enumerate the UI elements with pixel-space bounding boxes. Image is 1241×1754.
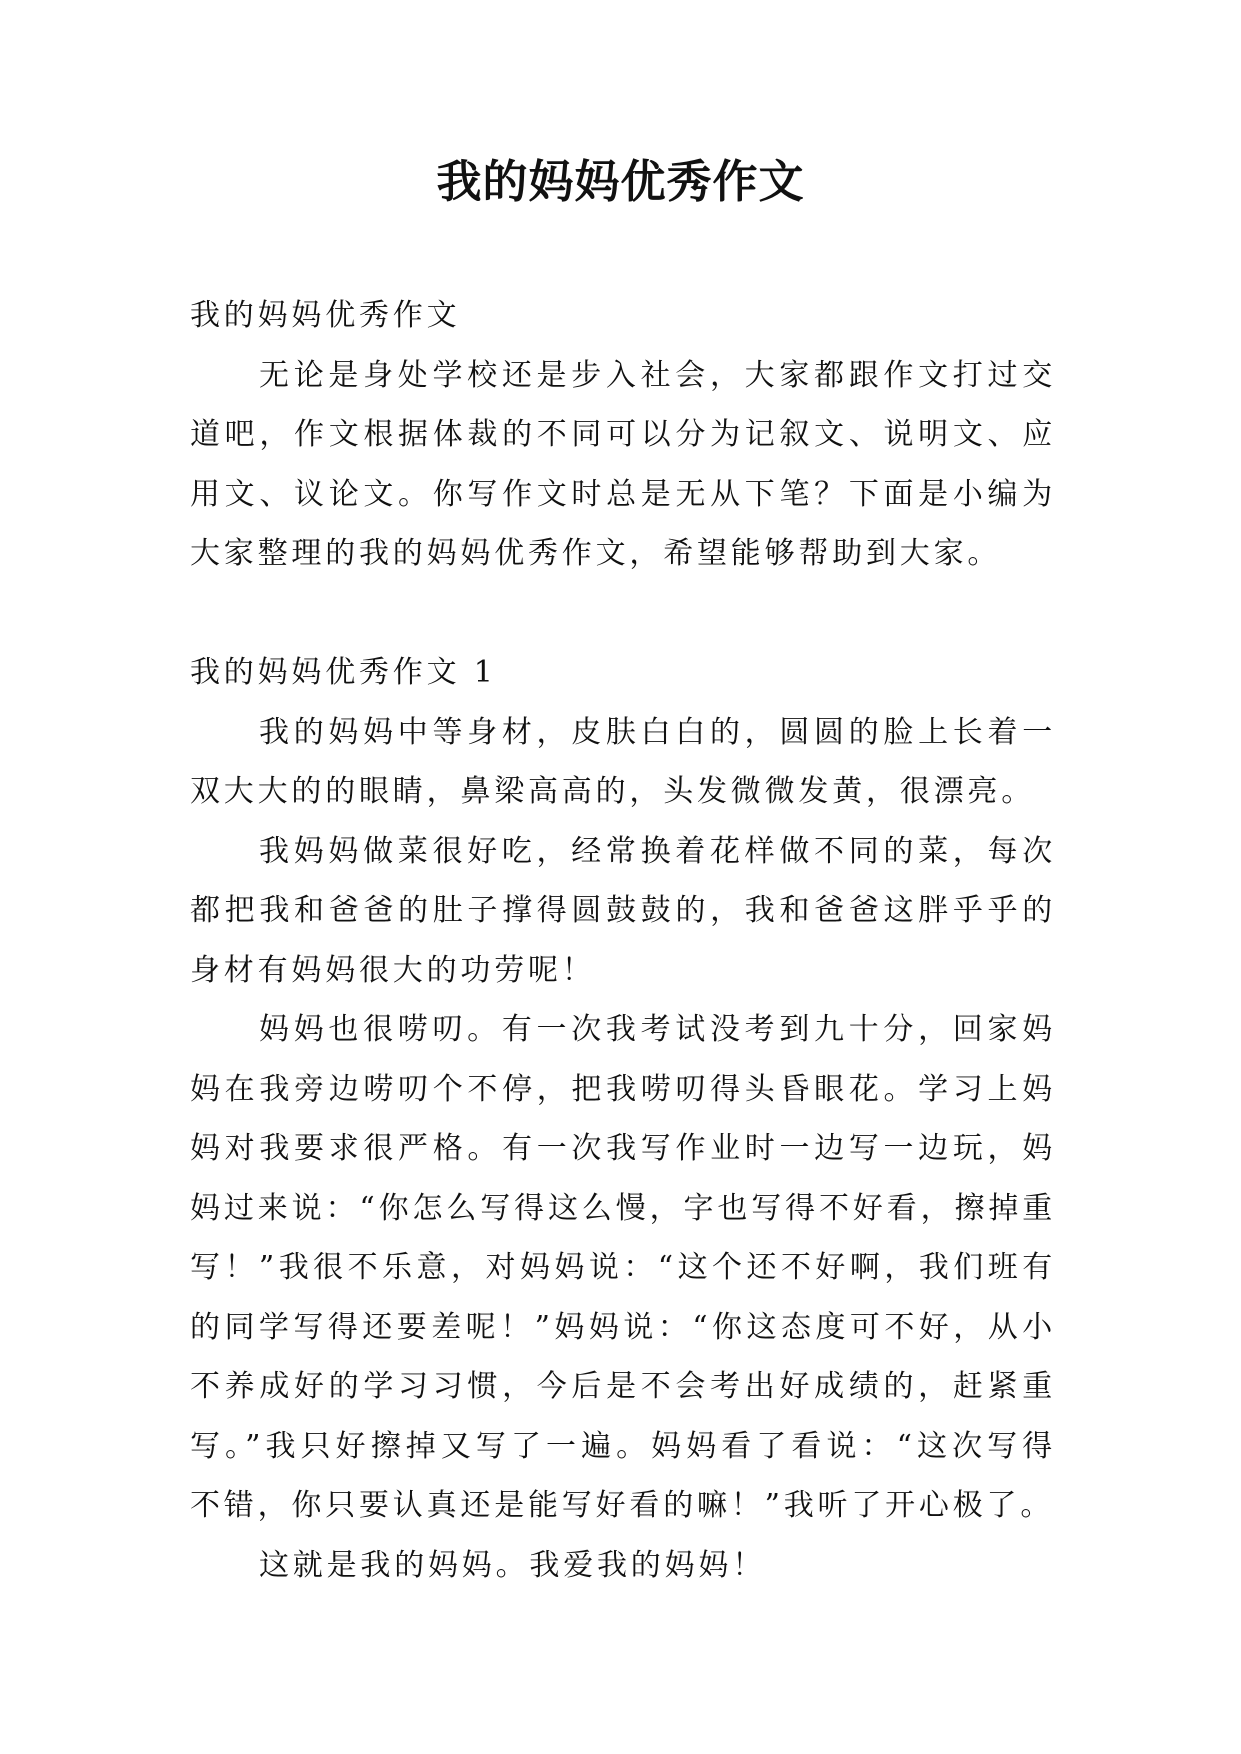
essay-paragraph: 我的妈妈中等身材，皮肤白白的，圆圆的脸上长着一双大大的的眼睛，鼻梁高高的，头发微微发黄，很漂亮。 [190, 714, 1056, 809]
essay-paragraph: 妈妈也很唠叨。有一次我考试没考到九十分，回家妈妈在我旁边唠叨个不停，把我唠叨得头昏眼花。学习上妈妈对我要求很严格。有一次我写作业时一边写一边玩，妈妈过来说：“你怎么写得这么慢，字也写得不好看，擦掉重写！”我很不乐意，对妈妈说：“这个还不好啊，我们班有的同学写得还要差呢！”妈妈说：“你这态度可不好，从小不养成好的学习习惯，今后是不会考出好成绩的，赶紧重写。”我只好擦掉又写了一遍。妈妈看了看说：“这次写得不错，你只要认真还是能写好看的嘛！”我听了开心极了。 [190, 1012, 1056, 1523]
essay-heading: 我的妈妈优秀作文 1 [190, 655, 497, 690]
intro-paragraph: 无论是身处学校还是步入社会，大家都跟作文打过交道吧，作文根据体裁的不同可以分为记叙文、说明文、应用文、议论文。你写作文时总是无从下笔？下面是小编为大家整理的我的妈妈优秀作文，希望能够帮助到大家。 [190, 357, 1056, 571]
section-spacer [190, 584, 1056, 644]
document-title: 我的妈妈优秀作文 [436, 155, 805, 208]
essay-paragraph: 这就是我的妈妈。我爱我的妈妈！ [259, 1547, 766, 1583]
essay-paragraph: 我妈妈做菜很好吃，经常换着花样做不同的菜，每次都把我和爸爸的肚子撑得圆鼓鼓的，我和爸爸这胖乎乎的身材有妈妈很大的功劳呢！ [190, 833, 1056, 988]
document-body [190, 286, 1056, 1595]
intro-heading: 我的妈妈优秀作文 [190, 298, 461, 333]
